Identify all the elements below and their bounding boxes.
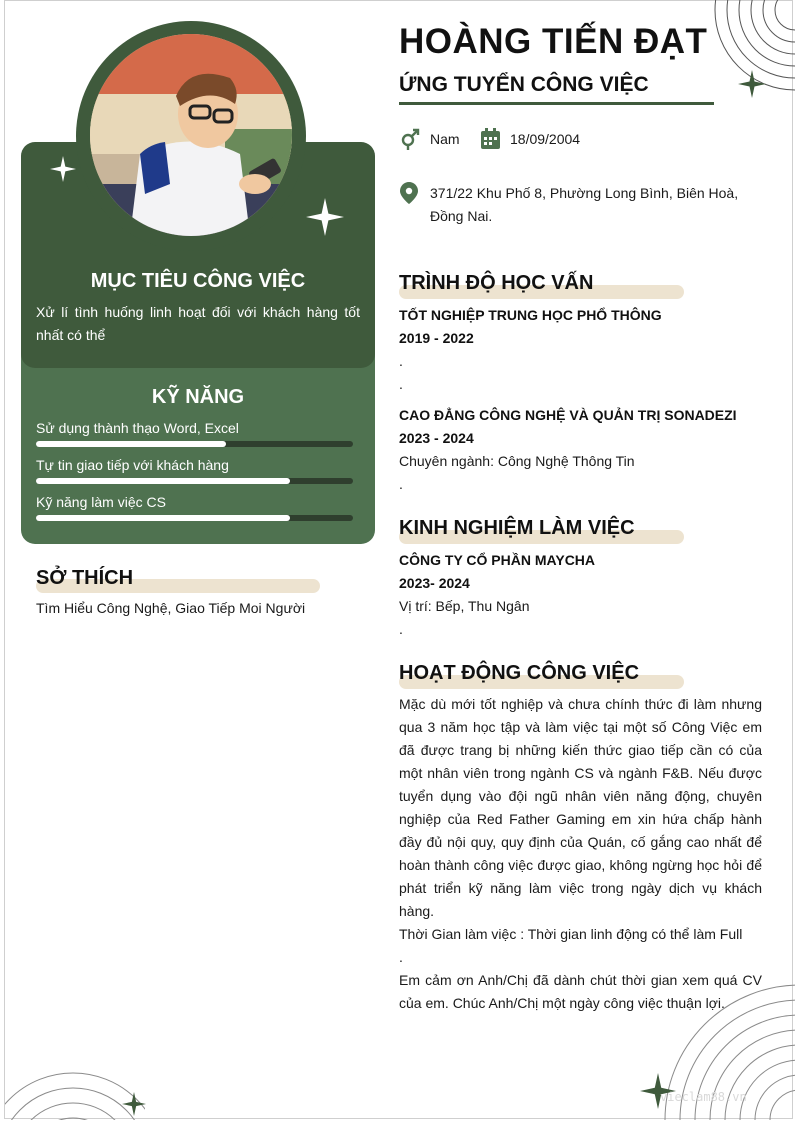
- skill-label: Kỹ năng làm việc CS: [36, 494, 166, 510]
- gender-text: Nam: [430, 131, 460, 147]
- avatar: [90, 34, 292, 236]
- education-entry-years: 2019 - 2022: [399, 330, 474, 346]
- skill-bar: [36, 515, 353, 521]
- candidate-name: HOÀNG TIẾN ĐẠT: [399, 22, 708, 61]
- experience-entry-line: .: [399, 621, 403, 637]
- skill-label: Sử dụng thành thạo Word, Excel: [36, 420, 239, 436]
- location-icon: [400, 182, 418, 204]
- address-line-1: 371/22 Khu Phố 8, Phường Long Bình, Biên Hoà,: [430, 185, 739, 201]
- applied-position: ỨNG TUYỂN CÔNG VIỆC: [399, 73, 649, 96]
- birthday-text: 18/09/2004: [510, 131, 581, 147]
- experience-entry-name: CÔNG TY CỔ PHẦN MAYCHA: [399, 552, 596, 568]
- gender-icon: [399, 128, 421, 150]
- education-entry-line: .: [399, 376, 403, 392]
- objective-text: Xử lí tình huống linh hoạt đối với khách hàng tốt nhất có thể: [36, 304, 360, 343]
- education-title: TRÌNH ĐỘ HỌC VẤN: [399, 272, 594, 294]
- education-entry-name: CAO ĐẲNG CÔNG NGHỆ VÀ QUẢN TRỊ SONADEZI: [399, 407, 737, 423]
- activities-title: HOẠT ĐỘNG CÔNG VIỆC: [399, 662, 640, 684]
- education-entry-line: .: [399, 476, 403, 492]
- education-entry-name: TỐT NGHIỆP TRUNG HỌC PHỔ THÔNG: [399, 307, 662, 323]
- experience-entry-years: 2023- 2024: [399, 575, 470, 591]
- skill-bar-fill: [36, 515, 290, 521]
- education-entry-line: Chuyên ngành: Công Nghệ Thông Tin: [399, 453, 635, 469]
- watermark: vieclam88.vn: [660, 1090, 747, 1104]
- activities-paragraph: Mặc dù mới tốt nghiệp và chưa chính thức đi làm nhưng qua 3 năm học tập và làm việc tại một số Công Việc em đã được trang bị những kiến thức giao tiếp cần có của một nhân viên trong ngành CS và ngành F&B. Nếu được tuyển dụng vào đội ngũ nhân viên năng động, chuyên nghiệp của Red Father Gaming em xin hứa chấp hành đầy đủ nội quy, quy định của Quán, cố gắng cao nhất để hoàn thành công việc được giao, không ngừng học hỏi để phát triển kỹ năng làm việc trong ngày dịch vụ khách hàng.: [399, 696, 762, 919]
- sparkle-icon: [122, 1092, 146, 1116]
- title-divider: [399, 102, 714, 105]
- activities-body: [399, 693, 762, 1015]
- skill-bar-fill: [36, 478, 290, 484]
- hobbies-title: SỞ THÍCH: [36, 567, 134, 589]
- activities-paragraph: Thời Gian làm việc : Thời gian linh động có thể làm Full: [399, 926, 743, 942]
- skill-bar: [36, 478, 353, 484]
- calendar-icon: [480, 128, 501, 150]
- activities-paragraph: Em cảm ơn Anh/Chị đã dành chút thời gian xem quá CV của em. Chúc Anh/Chị một ngày công việc thuận lợi.: [399, 972, 762, 1011]
- sparkle-icon: [738, 70, 766, 98]
- sparkle-icon: [306, 198, 344, 236]
- skill-bar: [36, 441, 353, 447]
- experience-entry-line: Vị trí: Bếp, Thu Ngân: [399, 598, 530, 614]
- education-entry-line: .: [399, 353, 403, 369]
- skill-bar-fill: [36, 441, 226, 447]
- education-entry-years: 2023 - 2024: [399, 430, 474, 446]
- sparkle-icon: [50, 156, 76, 182]
- activities-paragraph: .: [399, 949, 403, 965]
- objective-title: MỤC TIÊU CÔNG VIỆC: [90, 270, 306, 292]
- address-line-2: Đồng Nai.: [430, 208, 493, 224]
- skills-title: KỸ NĂNG: [151, 386, 245, 408]
- avatar-photo: [90, 34, 292, 236]
- experience-title: KINH NGHIỆM LÀM VIỆC: [399, 517, 635, 539]
- hobbies-text: Tìm Hiểu Công Nghệ, Giao Tiếp Moi Người: [36, 600, 306, 616]
- skill-label: Tự tin giao tiếp với khách hàng: [36, 457, 229, 473]
